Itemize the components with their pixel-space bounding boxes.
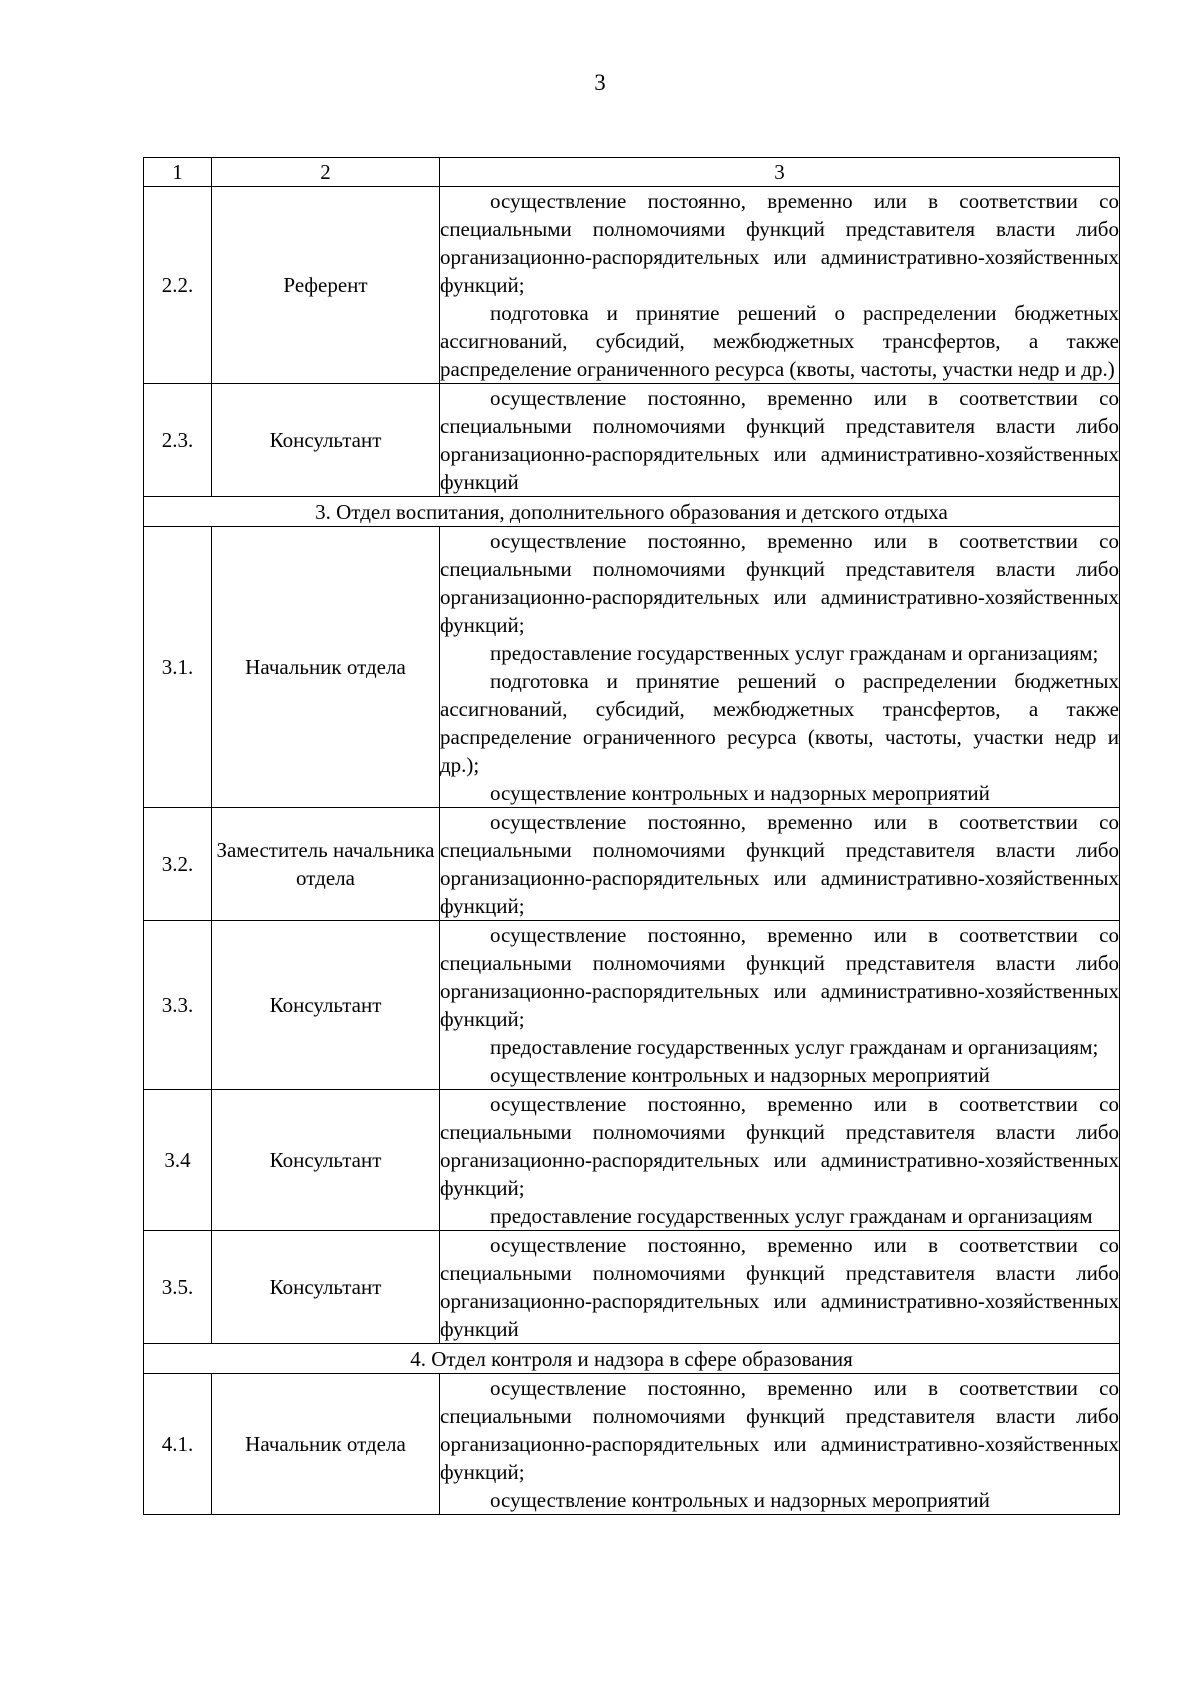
duty-paragraph: осуществление постоянно, временно или в соответствии со специальными полномочиями функций представителя власти либо организационно-распорядительных или административно-хозяйственных функций; — [440, 189, 1119, 297]
table-body — [144, 158, 1120, 1515]
duty-paragraph: осуществление постоянно, временно или в соответствии со специальными полномочиями функций представителя власти либо организационно-распорядительных или административно-хозяйственных функций; — [440, 1092, 1119, 1200]
row-number: 3.5. — [144, 1231, 212, 1344]
positions-table — [143, 157, 1120, 1515]
section-header-row — [144, 1344, 1120, 1374]
duties-cell — [440, 1090, 1120, 1231]
position-title: Начальник отдела — [212, 527, 440, 808]
duty-paragraph: осуществление постоянно, временно или в соответствии со специальными полномочиями функций представителя власти либо организационно-распорядительных или административно-хозяйственных функций; — [440, 810, 1119, 918]
duty-paragraph: осуществление постоянно, временно или в соответствии со специальными полномочиями функций представителя власти либо организационно-распорядительных или административно-хозяйственных функций; — [440, 529, 1119, 637]
table-row — [144, 1374, 1120, 1515]
header-cell-3: 3 — [440, 158, 1120, 187]
header-cell-1: 1 — [144, 158, 212, 187]
header-row — [144, 158, 1120, 187]
duty-paragraph: осуществление контрольных и надзорных мероприятий — [490, 781, 990, 805]
position-title: Консультант — [212, 1231, 440, 1344]
table-row — [144, 527, 1120, 808]
duty-paragraph: предоставление государственных услуг гражданам и организациям; — [490, 641, 1099, 665]
section-title: 3. Отдел воспитания, дополнительного образования и детского отдыха — [144, 497, 1120, 527]
position-title: Консультант — [212, 1090, 440, 1231]
duties-cell — [440, 527, 1120, 808]
table-row — [144, 1231, 1120, 1344]
row-number: 3.3. — [144, 921, 212, 1090]
position-title: Консультант — [212, 921, 440, 1090]
duty-paragraph: подготовка и принятие решений о распределении бюджетных ассигнований, субсидий, межбюджетных трансфертов, а также распределение ограниченного ресурса (квоты, частоты, участки недр и др.); — [440, 669, 1119, 777]
duty-paragraph: осуществление контрольных и надзорных мероприятий — [490, 1063, 990, 1087]
duty-paragraph: предоставление государственных услуг гражданам и организациям — [490, 1204, 1093, 1228]
row-number: 4.1. — [144, 1374, 212, 1515]
page-number: 3 — [594, 70, 606, 95]
duty-paragraph: предоставление государственных услуг гражданам и организациям; — [490, 1035, 1099, 1059]
duty-paragraph: осуществление постоянно, временно или в соответствии со специальными полномочиями функций представителя власти либо организационно-распорядительных или административно-хозяйственных функций; — [440, 923, 1119, 1031]
duties-cell — [440, 187, 1120, 384]
duties-cell — [440, 1231, 1120, 1344]
duty-paragraph: осуществление постоянно, временно или в соответствии со специальными полномочиями функций представителя власти либо организационно-распорядительных или административно-хозяйственных функций — [440, 1233, 1119, 1341]
duty-paragraph: осуществление постоянно, временно или в соответствии со специальными полномочиями функций представителя власти либо организационно-распорядительных или административно-хозяйственных функций; — [440, 1376, 1119, 1484]
position-title: Заместитель начальника отдела — [212, 808, 440, 921]
header-cell-2: 2 — [212, 158, 440, 187]
duty-paragraph: подготовка и принятие решений о распределении бюджетных ассигнований, субсидий, межбюджетных трансфертов, а также распределение ограниченного ресурса (квоты, частоты, участки недр и др.) — [440, 301, 1119, 381]
position-title: Начальник отдела — [212, 1374, 440, 1515]
position-title: Консультант — [212, 384, 440, 497]
duties-cell — [440, 921, 1120, 1090]
table-row — [144, 808, 1120, 921]
duty-paragraph: осуществление постоянно, временно или в соответствии со специальными полномочиями функций представителя власти либо организационно-распорядительных или административно-хозяйственных функций — [440, 386, 1119, 494]
duties-cell — [440, 384, 1120, 497]
duties-cell — [440, 1374, 1120, 1515]
section-title: 4. Отдел контроля и надзора в сфере образования — [144, 1344, 1120, 1374]
table-row — [144, 1090, 1120, 1231]
row-number: 3.2. — [144, 808, 212, 921]
section-header-row — [144, 497, 1120, 527]
table-row — [144, 187, 1120, 384]
row-number: 2.2. — [144, 187, 212, 384]
duties-cell — [440, 808, 1120, 921]
row-number: 3.1. — [144, 527, 212, 808]
duty-paragraph: осуществление контрольных и надзорных мероприятий — [490, 1488, 990, 1512]
position-title: Референт — [212, 187, 440, 384]
row-number: 3.4 — [144, 1090, 212, 1231]
row-number: 2.3. — [144, 384, 212, 497]
table-row — [144, 384, 1120, 497]
table-row — [144, 921, 1120, 1090]
